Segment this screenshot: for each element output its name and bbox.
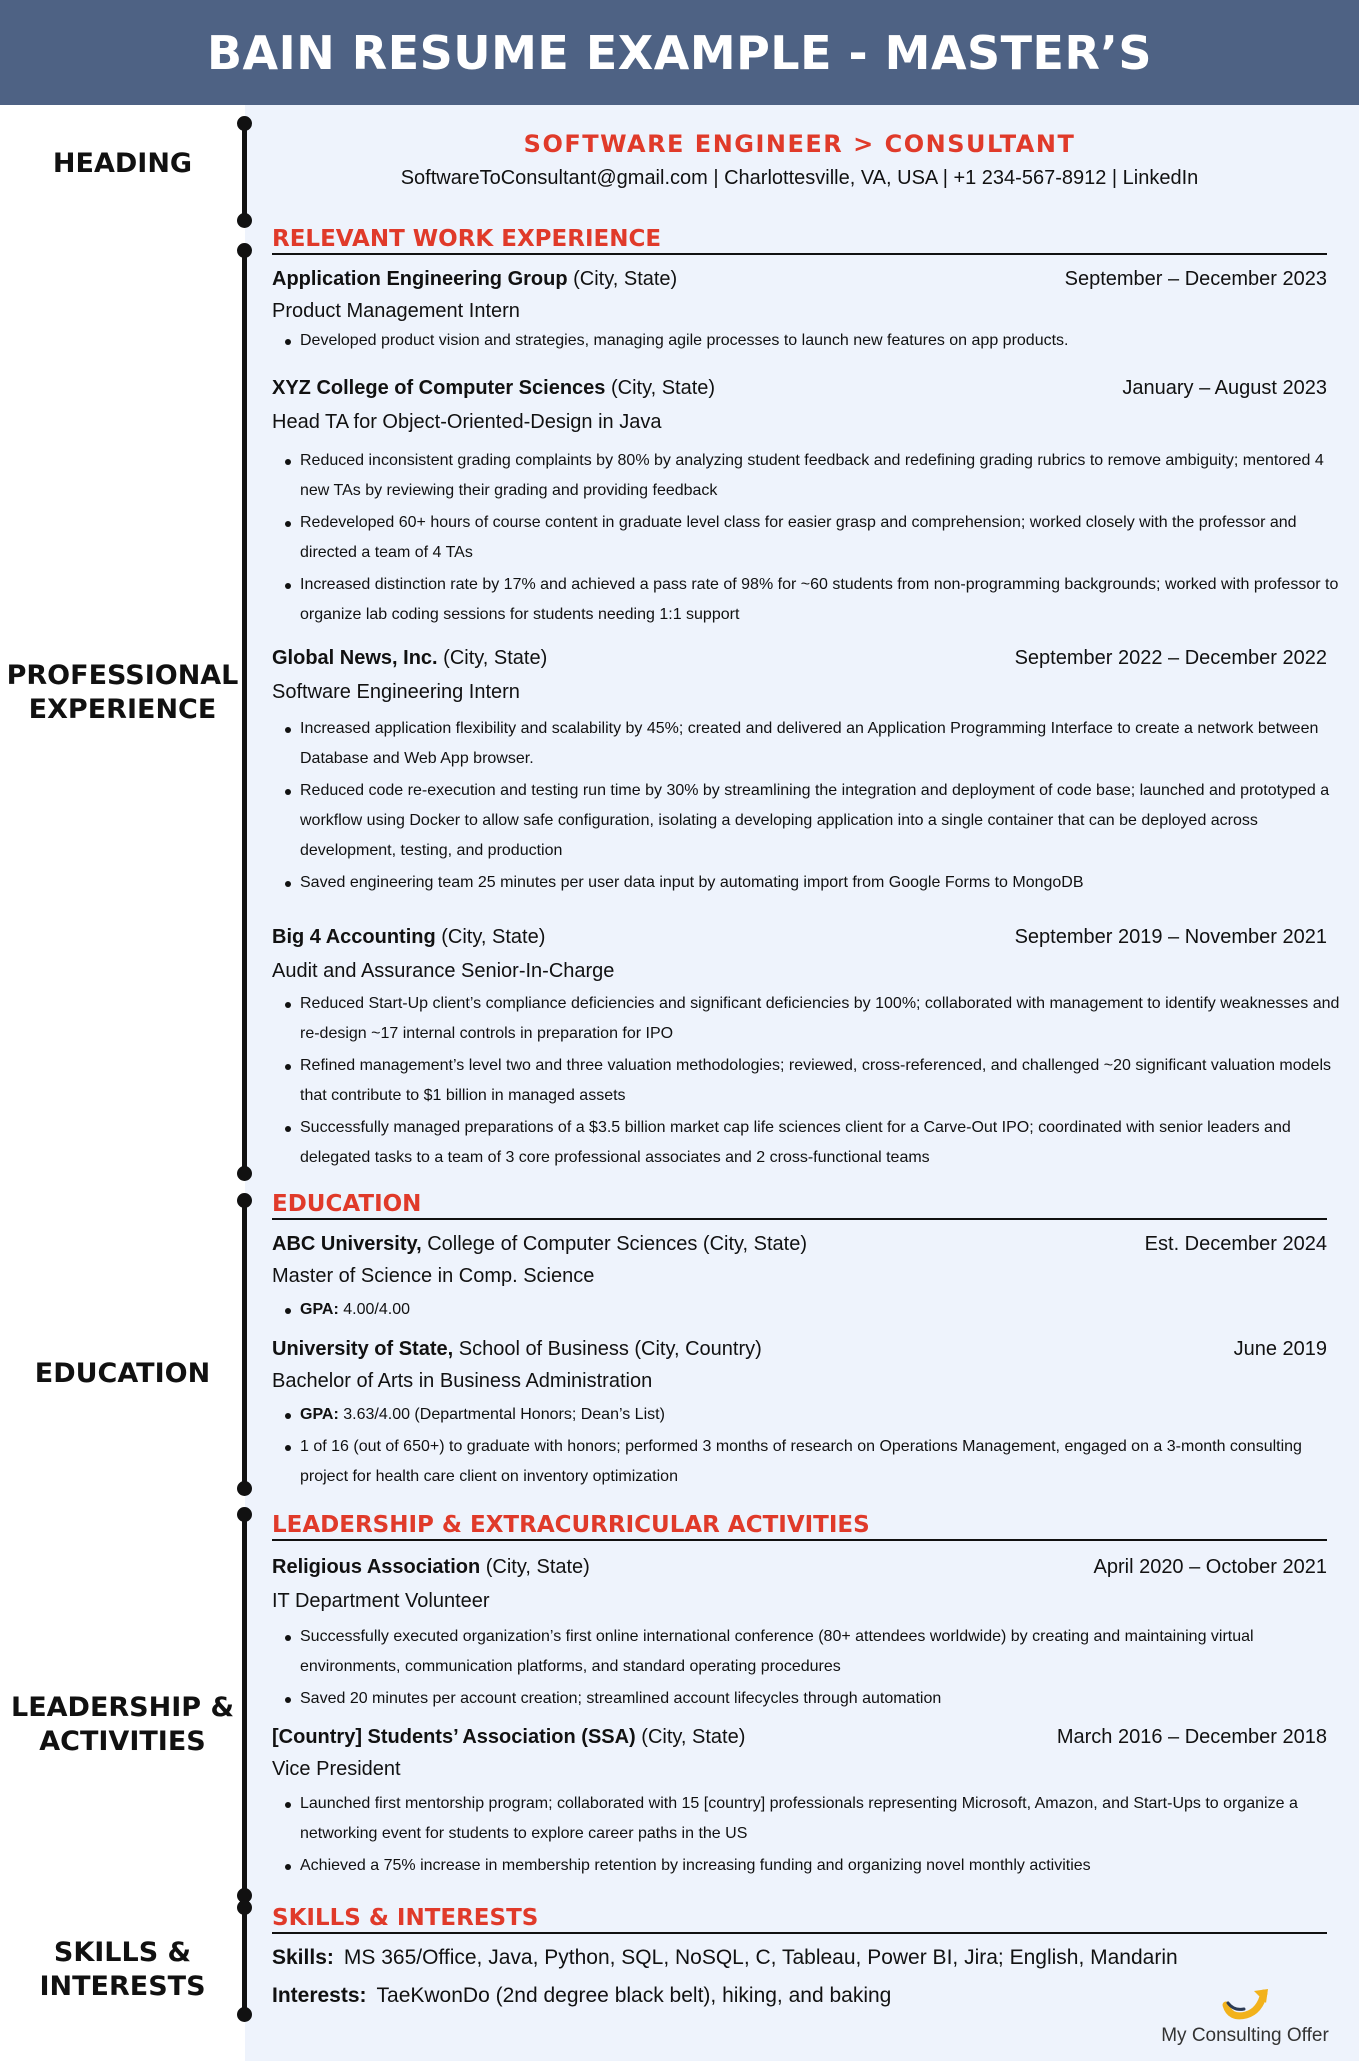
label-line: EXPERIENCE [28, 694, 217, 725]
label-line: SKILLS & [53, 1937, 192, 1968]
activity-location: (City, State) [480, 1556, 590, 1578]
gpa-value: 4.00/4.00 [338, 1301, 410, 1318]
timeline-segment [242, 1200, 247, 1488]
section-heading-education: EDUCATION [272, 1191, 1327, 1220]
activity-role: IT Department Volunteer [272, 1590, 490, 1612]
timeline-dot [237, 2007, 252, 2022]
job-date: September 2022 – December 2022 [1014, 647, 1327, 669]
school-header [272, 1233, 1327, 1256]
list-item: Saved engineering team 25 minutes per user data input by automating import from Google Forms to MongoDB [272, 868, 1347, 898]
brand-logo [1150, 1985, 1340, 2055]
label-heading [0, 147, 245, 181]
interests-value: TaeKwonDo (2nd degree black belt), hiking, and baking [376, 1984, 892, 2007]
list-item: Achieved a 75% increase in membership retention by increasing funding and organizing novel monthly activities [272, 1851, 1347, 1881]
list-item: Launched first mentorship program; collaborated with 15 [country] professionals representing Microsoft, Amazon, and Start-Ups to organize a networking event for students to explore career paths in the US [272, 1789, 1347, 1849]
activity-location: (City, State) [635, 1726, 746, 1748]
list-item: 1 of 16 (out of 650+) to graduate with honors; performed 3 months of research on Operations Management, engaged on a 3-month consulting project for health care client on inventory optimization [272, 1432, 1347, 1492]
brand-name: My Consulting Offer [1161, 2025, 1329, 2046]
timeline-dot [237, 1481, 252, 1496]
school-location: School of Business (City, Country) [453, 1338, 762, 1360]
label-professional-experience [0, 659, 245, 727]
list-item: Reduced code re-execution and testing run time by 30% by streamlining the integration and deployment of code base; launched and prototyped a workflow using Docker to allow safe configuration, isolating a developing application into a single container that can be deployed across development, testing, and production [272, 776, 1347, 866]
label-line: INTERESTS [39, 1971, 206, 2002]
job-org: Big 4 Accounting [272, 926, 436, 948]
label-skills [0, 1936, 245, 2004]
activity-role: Vice President [272, 1758, 401, 1780]
list-item: Developed product vision and strategies, managing agile processes to launch new features on app products. [272, 326, 1347, 356]
gpa-label: GPA: [300, 1406, 339, 1423]
section-heading-skills: SKILLS & INTERESTS [272, 1905, 1327, 1934]
job-bullets [272, 446, 1347, 632]
job-header [272, 377, 1327, 400]
list-item: Refined management’s level two and three valuation methodologies; reviewed, cross-referenced, and challenged ~20 significant valuation models that contribute to $1 billion in managed assets [272, 1051, 1347, 1111]
job-location: (City, State) [437, 647, 548, 669]
job-role: Product Management Intern [272, 300, 520, 322]
section-heading-experience: RELEVANT WORK EXPERIENCE [272, 226, 1327, 255]
brand-logo-icon [1220, 1985, 1270, 2021]
interests-label: Interests: [272, 1984, 367, 2007]
title-banner [0, 0, 1359, 105]
school-bullets [272, 1295, 1347, 1327]
gpa-label: GPA: [300, 1301, 339, 1318]
job-date: January – August 2023 [1122, 377, 1327, 399]
activity-org: Religious Association [272, 1556, 481, 1578]
list-item: Reduced inconsistent grading complaints by 80% by analyzing student feedback and redefining grading rubrics to remove ambiguity; mentored 4 new TAs by reviewing their grading and providing feedback [272, 446, 1347, 506]
job-header [272, 647, 1327, 670]
activity-date: April 2020 – October 2021 [1093, 1556, 1327, 1578]
job-bullets [272, 714, 1347, 900]
list-item: Successfully managed preparations of a $3.5 billion market cap life sciences client for a Carve-Out IPO; coordinated with senior leaders and delegated tasks to a team of 3 core professional associates and 2 cross-functional teams [272, 1113, 1347, 1173]
job-org: Global News, Inc. [272, 647, 438, 669]
label-line: LEADERSHIP & [10, 1692, 234, 1723]
job-header [272, 926, 1327, 949]
gpa-value: 3.63/4.00 (Departmental Honors; Dean’s List) [338, 1406, 665, 1423]
job-role: Head TA for Object-Oriented-Design in Java [272, 411, 662, 433]
school-date: June 2019 [1233, 1338, 1327, 1360]
job-location: (City, State) [567, 268, 678, 290]
school-name: ABC University, [272, 1233, 422, 1255]
job-bullets [272, 989, 1347, 1175]
activity-header [272, 1556, 1327, 1579]
activity-org: [Country] Students’ Association (SSA) [272, 1726, 636, 1748]
list-item: Increased distinction rate by 17% and achieved a pass rate of 98% for ~60 students from non-programming backgrounds; worked with professor to organize lab coding sessions for students needing 1:1 support [272, 570, 1347, 630]
activity-bullets [272, 1622, 1347, 1716]
activity-date: March 2016 – December 2018 [1056, 1726, 1327, 1748]
list-item: Successfully executed organization’s first online international conference (80+ attendees worldwide) by creating and maintaining virtual environments, communication platforms, and standard operating procedures [272, 1622, 1347, 1682]
job-date: September 2019 – November 2021 [1014, 926, 1327, 948]
list-item: Reduced Start-Up client’s compliance deficiencies and significant deficiencies by 100%; collaborated with management to identify weaknesses and re-design ~17 internal controls in preparation for IPO [272, 989, 1347, 1049]
skills-line [272, 1946, 1327, 1970]
activity-header [272, 1726, 1327, 1749]
school-name: University of State, [272, 1338, 454, 1360]
list-item: Saved 20 minutes per account creation; streamlined account lifecycles through automation [272, 1684, 1347, 1714]
list-item [272, 1400, 1347, 1430]
job-bullets [272, 326, 1347, 358]
timeline-dot [237, 1166, 252, 1181]
job-location: (City, State) [435, 926, 546, 948]
list-item: Redeveloped 60+ hours of course content in graduate level class for easier grasp and comprehension; worked closely with the professor and directed a team of 4 TAs [272, 508, 1347, 568]
contact-line: SoftwareToConsultant@gmail.com | Charlottesville, VA, USA | +1 234-567-8912 | LinkedIn [400, 167, 1199, 189]
school-bullets [272, 1400, 1347, 1494]
label-heading-text: HEADING [52, 148, 193, 179]
school-location: College of Computer Sciences (City, State) [421, 1233, 808, 1255]
school-degree: Master of Science in Comp. Science [272, 1265, 595, 1287]
job-org: XYZ College of Computer Sciences [272, 377, 606, 399]
section-heading-leadership: LEADERSHIP & EXTRACURRICULAR ACTIVITIES [272, 1512, 1327, 1541]
job-role: Audit and Assurance Senior-In-Charge [272, 960, 615, 982]
job-location: (City, State) [605, 377, 716, 399]
list-item: Increased application flexibility and scalability by 45%; created and delivered an Application Programming Interface to create a network between Database and Web App browser. [272, 714, 1347, 774]
school-date: Est. December 2024 [1144, 1233, 1327, 1255]
label-line: PROFESSIONAL [6, 660, 239, 691]
school-header [272, 1338, 1327, 1361]
target-role-title: SOFTWARE ENGINEER > CONSULTANT [523, 130, 1076, 158]
label-education [0, 1357, 245, 1391]
skills-value: MS 365/Office, Java, Python, SQL, NoSQL, C, Tableau, Power BI, Jira; English, Mandarin [343, 1946, 1178, 1969]
activity-bullets [272, 1789, 1347, 1883]
job-role: Software Engineering Intern [272, 681, 520, 703]
job-header [272, 268, 1327, 291]
school-degree: Bachelor of Arts in Business Administration [272, 1370, 653, 1392]
list-item [272, 1295, 1347, 1325]
label-leadership [0, 1691, 245, 1759]
label-line: EDUCATION [34, 1358, 211, 1389]
skills-label: Skills: [272, 1946, 334, 1969]
job-org: Application Engineering Group [272, 268, 568, 290]
label-line: ACTIVITIES [39, 1726, 206, 1757]
timeline-dot [237, 213, 252, 228]
page-title: BAIN RESUME EXAMPLE - MASTER’S [207, 25, 1152, 80]
job-date: September – December 2023 [1064, 268, 1327, 290]
